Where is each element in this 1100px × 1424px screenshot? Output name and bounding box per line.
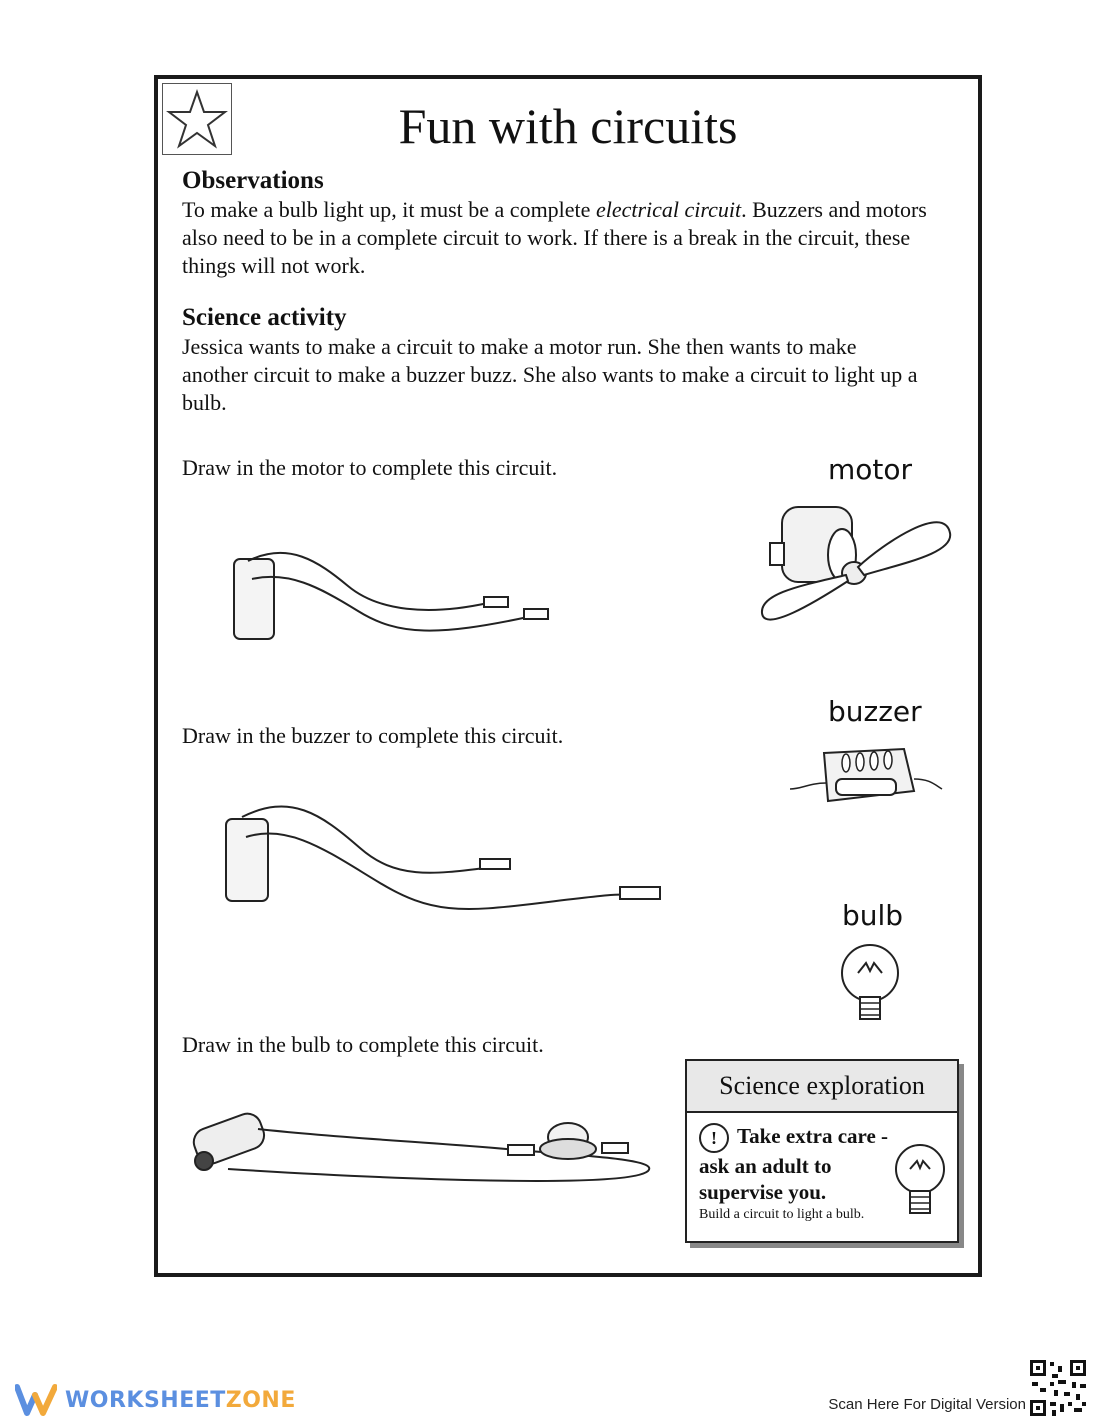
motor-instruction: Draw in the motor to complete this circuit. (182, 455, 558, 480)
bulb-icon (838, 943, 902, 1023)
science-activity-heading: Science activity (182, 304, 347, 331)
brand-name: WORKSHEETZONE (65, 1387, 296, 1413)
lightbulb-icon (893, 1143, 947, 1223)
motor-icon (754, 493, 954, 638)
battery-shape (234, 559, 274, 639)
bulb-instruction: Draw in the bulb to complete this circuit. (182, 1032, 544, 1057)
qr-code-icon[interactable] (1028, 1358, 1088, 1418)
buzzer-circuit-drawing (220, 793, 680, 923)
buzzer-label: buzzer (828, 695, 922, 728)
buzzer-instruction: Draw in the buzzer to complete this circuit. (182, 723, 564, 748)
brand-w-icon (15, 1383, 57, 1417)
page-title: Fun with circuits (398, 98, 738, 154)
electrical-circuit-term: electrical circuit (595, 197, 742, 222)
buzzer-icon (784, 739, 944, 819)
bulb-circuit-drawing (188, 1109, 658, 1189)
observations-heading: Observations (182, 167, 324, 194)
exploration-note: Build a circuit to light a bulb. (699, 1207, 865, 1222)
motor-label: motor (828, 453, 913, 486)
worksheetzone-logo[interactable] (15, 1380, 296, 1420)
scan-text: Scan Here For Digital Version (828, 1396, 1026, 1413)
science-exploration-box (685, 1059, 959, 1243)
observations-text: To make a bulb light up, it must be a complete electrical circuit. Buzzers and motors also need to be in a complete circuit to work. If there is a break in the circuit, these things will not work. (182, 197, 927, 278)
warning-icon: ! (699, 1123, 729, 1153)
science-activity-text: Jessica wants to make a circuit to make a motor run. She then wants to make another circuit to make a buzzer buzz. She also wants to make a circuit to light up a bulb. (182, 334, 918, 415)
worksheet-frame (154, 75, 982, 1277)
science-exploration-heading: Science exploration (687, 1061, 957, 1113)
safety-warning: ! Take extra care - ask an adult to supervise you. (699, 1124, 889, 1205)
bulb-label: bulb (842, 899, 904, 932)
motor-circuit-drawing (228, 541, 558, 651)
